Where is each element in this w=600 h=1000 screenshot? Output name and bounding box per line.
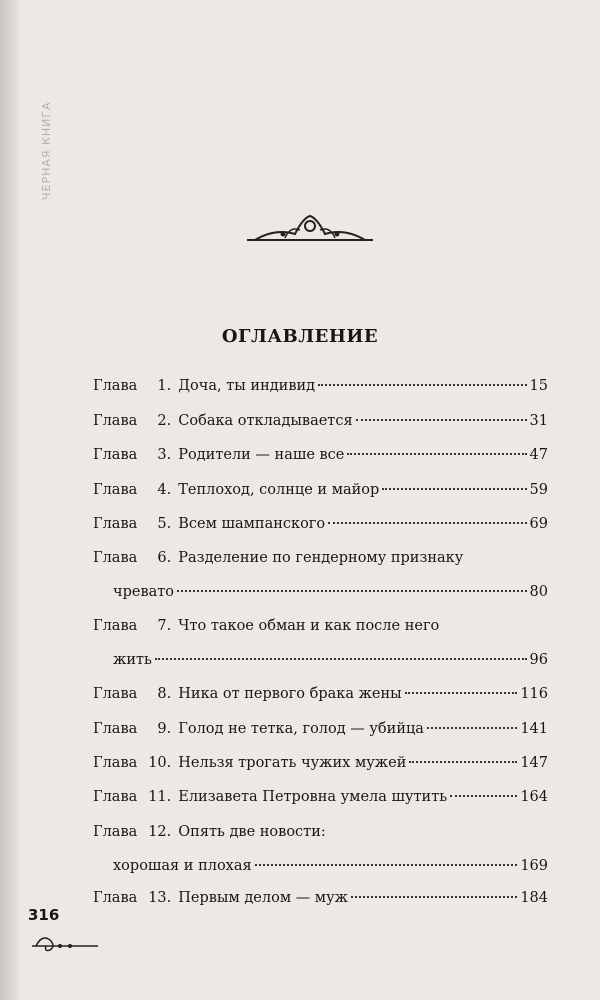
toc-entry: [93, 482, 548, 504]
page-ref: 59: [529, 482, 548, 498]
running-head: ЧЕРНАЯ КНИГА: [40, 101, 53, 200]
chapter-number: 5.: [157, 516, 172, 532]
chapter-title: Ника от первого брака жены: [178, 686, 402, 702]
chapter-word: Глава: [93, 789, 138, 805]
chapter-word: Глава: [93, 482, 138, 498]
toc-entry: [93, 516, 548, 538]
dot-leader: [347, 453, 526, 455]
flourish-ornament-bottom: [30, 932, 100, 956]
dot-leader: [255, 864, 518, 866]
chapter-word: Глава: [93, 686, 138, 702]
chapter-title: Доча, ты индивид: [178, 378, 316, 394]
chapter-number: 11.: [148, 789, 172, 805]
chapter-number: 7.: [157, 618, 172, 634]
chapter-number: 2.: [157, 413, 172, 429]
toc-entry: [93, 721, 548, 743]
chapter-title: Разделение по гендерному признаку: [178, 550, 464, 566]
chapter-word: Глава: [93, 447, 138, 463]
dot-leader: [356, 419, 527, 421]
page-number: 316: [28, 906, 60, 924]
chapter-title: Родители — наше все: [178, 447, 345, 463]
dot-leader: [382, 488, 526, 490]
toc-entry: [93, 378, 548, 400]
dot-leader: [405, 692, 518, 694]
flourish-ornament-top: [245, 208, 375, 248]
dot-leader: [155, 658, 527, 660]
chapter-title: Опять две новости:: [178, 824, 326, 840]
toc-entry: [93, 890, 548, 912]
page-ref: 169: [520, 858, 548, 874]
page-ref: 15: [529, 378, 548, 394]
page-ref: 164: [520, 789, 548, 805]
chapter-title-continued: хорошая и плохая: [113, 858, 252, 874]
toc-entry: [93, 413, 548, 435]
page-ref: 116: [520, 686, 548, 702]
chapter-word: Глава: [93, 618, 138, 634]
dot-leader: [450, 795, 517, 797]
dot-leader: [427, 727, 517, 729]
page-ref: 141: [520, 721, 548, 737]
page-title: ОГЛАВЛЕНИЕ: [221, 326, 379, 347]
chapter-title: Первым делом — муж: [178, 890, 348, 906]
chapter-word: Глава: [93, 550, 138, 566]
toc-entry: [93, 789, 548, 811]
chapter-number: 6.: [157, 550, 172, 566]
page-spine: [0, 0, 20, 1000]
page-ref: 96: [529, 652, 548, 668]
chapter-word: Глава: [93, 721, 138, 737]
chapter-title: Всем шампанского: [178, 516, 326, 532]
chapter-title: Елизавета Петровна умела шутить: [178, 789, 448, 805]
toc-entry: [93, 447, 548, 469]
page-ref: 31: [529, 413, 548, 429]
page-ref: 80: [529, 584, 548, 600]
dot-leader: [318, 384, 526, 386]
chapter-title-continued: жить: [113, 652, 152, 668]
chapter-title: Голод не тетка, голод — убийца: [178, 721, 424, 737]
chapter-number: 9.: [157, 721, 172, 737]
page-ref: 69: [529, 516, 548, 532]
chapter-number: 10.: [148, 755, 172, 771]
chapter-word: Глава: [93, 890, 138, 906]
dot-leader: [409, 761, 517, 763]
chapter-number: 3.: [157, 447, 172, 463]
chapter-title: Собака откладывается: [178, 413, 353, 429]
page-ref: 147: [520, 755, 548, 771]
page-ref: 184: [520, 890, 548, 906]
chapter-word: Глава: [93, 413, 138, 429]
chapter-title: Теплоход, солнце и майор: [178, 482, 380, 498]
chapter-number: 1.: [157, 378, 172, 394]
dot-leader: [177, 590, 527, 592]
toc-entry: [93, 755, 548, 777]
chapter-word: Глава: [93, 378, 138, 394]
chapter-title: Что такое обман и как после него: [178, 618, 440, 634]
chapter-title-continued: чревато: [113, 584, 175, 600]
toc-entry: [93, 686, 548, 708]
chapter-number: 12.: [148, 824, 172, 840]
chapter-word: Глава: [93, 755, 138, 771]
toc-entry: [93, 550, 548, 606]
chapter-title: Нельзя трогать чужих мужей: [178, 755, 407, 771]
chapter-number: 8.: [157, 686, 172, 702]
toc-entry: [93, 618, 548, 674]
dot-leader: [351, 896, 517, 898]
chapter-number: 13.: [148, 890, 172, 906]
chapter-number: 4.: [157, 482, 172, 498]
dot-leader: [328, 522, 526, 524]
page-ref: 47: [529, 447, 548, 463]
chapter-word: Глава: [93, 824, 138, 840]
chapter-word: Глава: [93, 516, 138, 532]
toc-entry: [93, 824, 548, 880]
